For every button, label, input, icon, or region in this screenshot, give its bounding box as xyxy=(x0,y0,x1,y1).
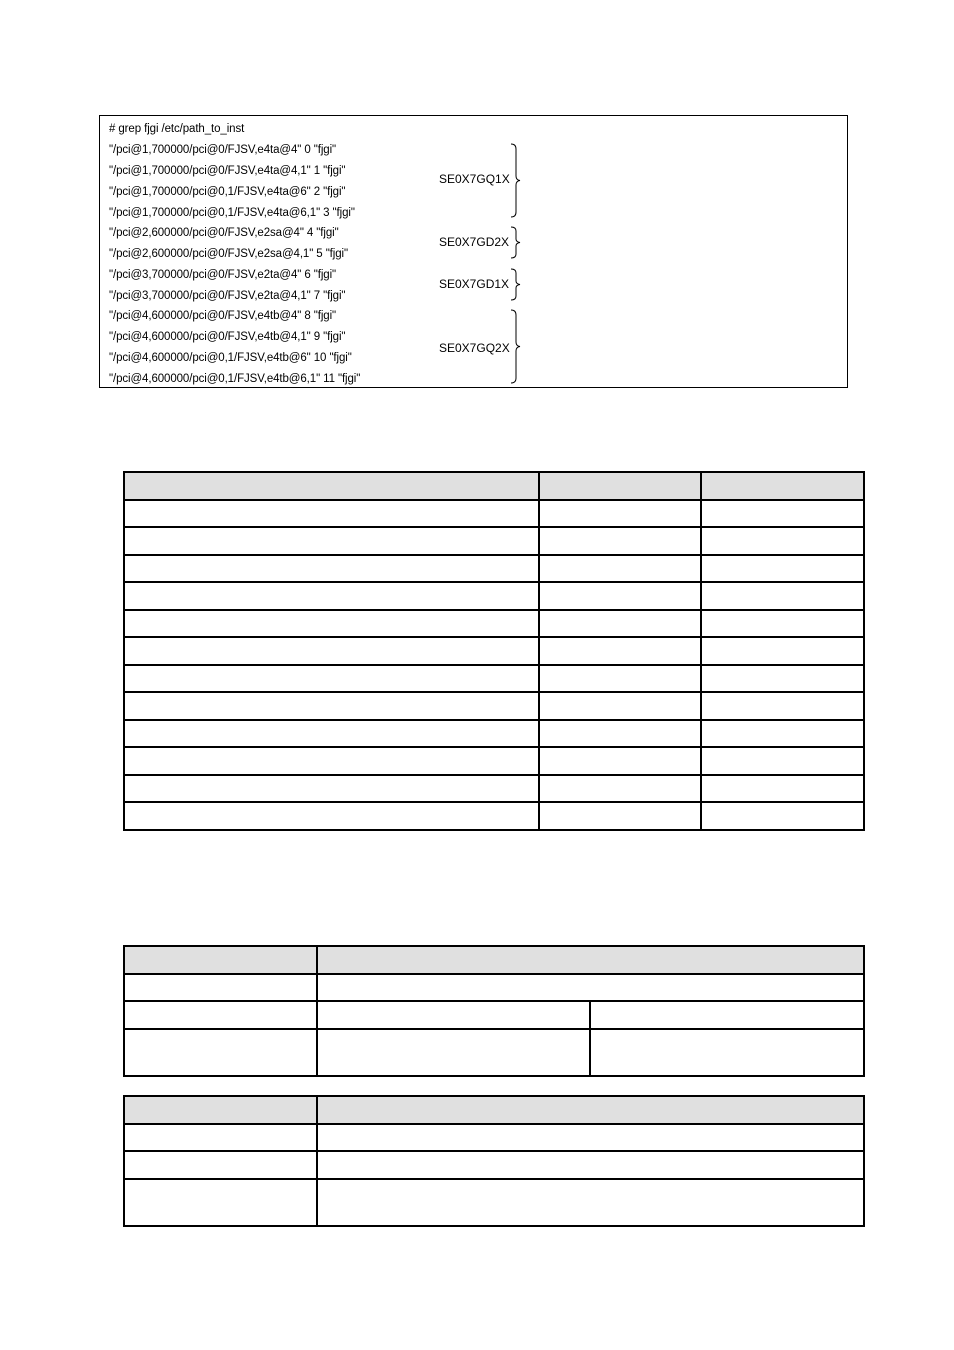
path-line: "/pci@3,700000/pci@0/FJSV,e2ta@4" 6 "fjgi" xyxy=(109,269,337,281)
table-row xyxy=(124,555,864,583)
table-row xyxy=(124,1151,864,1179)
path-line: "/pci@4,600000/pci@0/FJSV,e4tb@4" 8 "fjgi" xyxy=(109,310,337,322)
table-row xyxy=(124,1029,864,1076)
table-row xyxy=(124,747,864,775)
table-header-row xyxy=(124,472,864,500)
command-line: # grep fjgi /etc/path_to_inst xyxy=(109,123,245,135)
table-row xyxy=(124,610,864,638)
settings-table-b xyxy=(123,1095,865,1227)
brace-group-3 xyxy=(510,268,522,301)
table-row xyxy=(124,974,864,1001)
code-box xyxy=(99,115,848,388)
path-line: "/pci@1,700000/pci@0/FJSV,e4ta@4" 0 "fjgi" xyxy=(109,144,337,156)
table-row xyxy=(124,637,864,665)
table-row xyxy=(124,582,864,610)
path-line: "/pci@4,600000/pci@0,1/FJSV,e4tb@6" 10 "fjgi" xyxy=(109,352,352,364)
path-line: "/pci@4,600000/pci@0/FJSV,e4tb@4,1" 9 "fjgi" xyxy=(109,331,346,343)
path-line: "/pci@1,700000/pci@0/FJSV,e4ta@4,1" 1 "fjgi" xyxy=(109,165,346,177)
model-label: SE0X7GD2X xyxy=(439,235,510,249)
model-label: SE0X7GQ1X xyxy=(439,172,510,186)
table-header-row xyxy=(124,1096,864,1124)
path-line: "/pci@2,600000/pci@0/FJSV,e2sa@4,1" 5 "fjgi" xyxy=(109,248,348,260)
table-header-row xyxy=(124,946,864,974)
path-line: "/pci@1,700000/pci@0,1/FJSV,e4ta@6,1" 3 "fjgi" xyxy=(109,207,355,219)
path-line: "/pci@4,600000/pci@0,1/FJSV,e4tb@6,1" 11 "fjgi" xyxy=(109,373,361,385)
brace-group-1 xyxy=(510,143,522,218)
brace-group-2 xyxy=(510,226,522,259)
path-line: "/pci@3,700000/pci@0/FJSV,e2ta@4,1" 7 "fjgi" xyxy=(109,290,346,302)
table-row xyxy=(124,665,864,693)
table-row xyxy=(124,1001,864,1029)
table-row xyxy=(124,720,864,748)
path-line: "/pci@2,600000/pci@0/FJSV,e2sa@4" 4 "fjgi" xyxy=(109,227,339,239)
table-row xyxy=(124,527,864,555)
table-row xyxy=(124,775,864,803)
table-row xyxy=(124,692,864,720)
path-line: "/pci@1,700000/pci@0,1/FJSV,e4ta@6" 2 "fjgi" xyxy=(109,186,346,198)
settings-table-a xyxy=(123,945,865,1077)
table-row xyxy=(124,802,864,830)
model-label: SE0X7GD1X xyxy=(439,277,510,291)
model-label: SE0X7GQ2X xyxy=(439,341,510,355)
table-row xyxy=(124,1124,864,1151)
brace-group-4 xyxy=(510,309,522,384)
table-row xyxy=(124,1179,864,1226)
device-table xyxy=(123,471,865,831)
table-row xyxy=(124,500,864,528)
